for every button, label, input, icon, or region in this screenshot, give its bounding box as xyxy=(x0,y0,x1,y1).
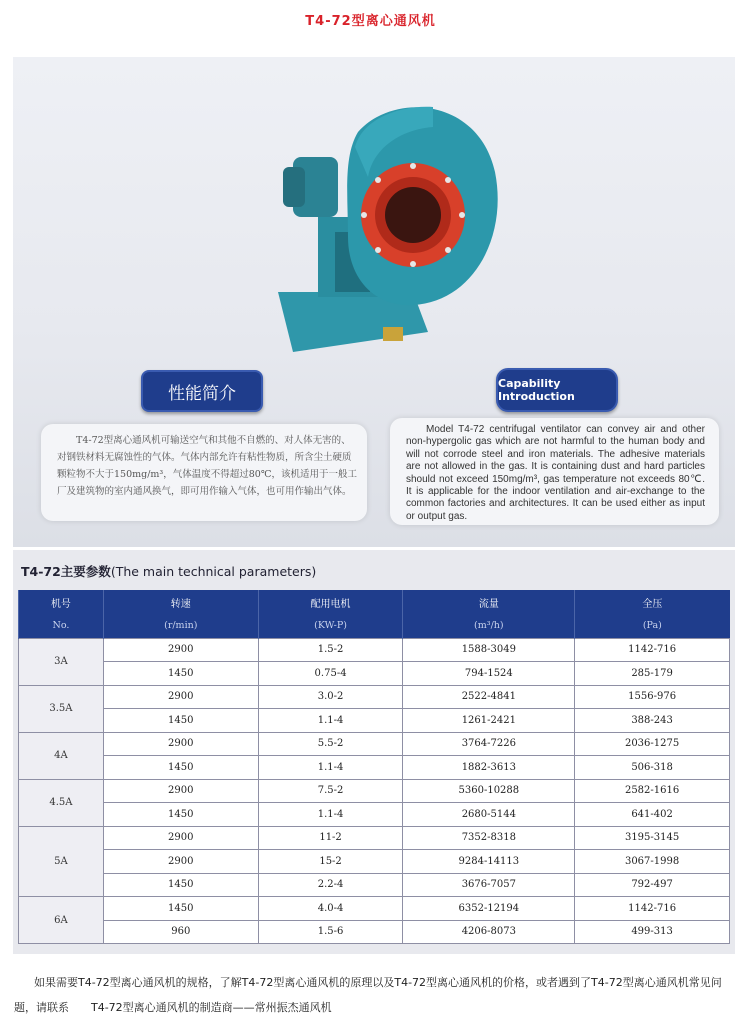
table-cell: 1450 xyxy=(103,756,258,780)
model-cell: 6A xyxy=(19,897,104,944)
table-row xyxy=(19,803,730,827)
table-cell: 499-313 xyxy=(575,920,730,944)
contact-paragraph: 如果需要T4-72型离心通风机的规格，了解T4-72型离心通风机的原理以及T4-72型离心通风机的价格，或者遇到了T4-72型离心通风机常见问题，请联系 T4-72型离心通风机的制造商——常州振杰通风机 xyxy=(14,976,722,1014)
table-cell: 1450 xyxy=(103,709,258,733)
model-cell: 4.5A xyxy=(19,779,104,826)
parameters-table xyxy=(18,590,730,944)
header-cell: 转速 xyxy=(103,590,258,614)
table-row xyxy=(19,850,730,874)
table-cell: 2900 xyxy=(103,638,258,662)
table-cell: 1142-716 xyxy=(575,897,730,921)
table-cell: 792-497 xyxy=(575,873,730,897)
table-cell: 1.1-4 xyxy=(258,709,403,733)
table-cell: 1450 xyxy=(103,662,258,686)
table-row xyxy=(19,779,730,803)
table-cell: 2680-5144 xyxy=(403,803,575,827)
table-cell: 6352-12194 xyxy=(403,897,575,921)
table-cell: 5.5-2 xyxy=(258,732,403,756)
table-cell: 3.0-2 xyxy=(258,685,403,709)
table-row xyxy=(19,709,730,733)
table-cell: 2900 xyxy=(103,685,258,709)
table-cell: 1.1-4 xyxy=(258,756,403,780)
table-cell: 1.5-6 xyxy=(258,920,403,944)
parameters-heading xyxy=(21,562,316,580)
table-cell: 15-2 xyxy=(258,850,403,874)
header-cell: 全压 xyxy=(575,590,730,614)
table-cell: 2522-4841 xyxy=(403,685,575,709)
table-cell: 2582-1616 xyxy=(575,779,730,803)
table-row xyxy=(19,826,730,850)
unit-cell: (m³/h) xyxy=(403,614,575,638)
table-cell: 4.0-4 xyxy=(258,897,403,921)
table-cell: 2900 xyxy=(103,850,258,874)
table-cell: 1.5-2 xyxy=(258,638,403,662)
table-cell: 0.75-4 xyxy=(258,662,403,686)
table-row xyxy=(19,685,730,709)
table-cell: 2900 xyxy=(103,779,258,803)
table-cell: 2900 xyxy=(103,826,258,850)
header-cell: 流量 xyxy=(403,590,575,614)
header-row xyxy=(19,590,730,614)
table-cell: 1588-3049 xyxy=(403,638,575,662)
table-row xyxy=(19,732,730,756)
intro-panel xyxy=(13,57,735,547)
table-cell: 11-2 xyxy=(258,826,403,850)
table-cell: 1882-3613 xyxy=(403,756,575,780)
table-cell: 3676-7057 xyxy=(403,873,575,897)
parameters-heading-en: (The main technical parameters) xyxy=(110,564,317,579)
table-row xyxy=(19,873,730,897)
table-row xyxy=(19,638,730,662)
table-row xyxy=(19,897,730,921)
table-cell: 960 xyxy=(103,920,258,944)
table-cell: 1450 xyxy=(103,873,258,897)
parameters-heading-cn: T4-72主要参数 xyxy=(21,564,111,579)
table-cell: 2.2-4 xyxy=(258,873,403,897)
model-cell: 3.5A xyxy=(19,685,104,732)
header-cell: 机号 xyxy=(19,590,104,614)
unit-row xyxy=(19,614,730,638)
capability-badge-cn: 性能简介 xyxy=(141,370,263,412)
unit-cell: (KW-P) xyxy=(258,614,403,638)
table-cell: 641-402 xyxy=(575,803,730,827)
table-cell: 1.1-4 xyxy=(258,803,403,827)
table-cell: 388-243 xyxy=(575,709,730,733)
table-cell: 9284-14113 xyxy=(403,850,575,874)
table-cell: 7352-8318 xyxy=(403,826,575,850)
model-cell: 4A xyxy=(19,732,104,779)
table-row xyxy=(19,920,730,944)
unit-cell: No. xyxy=(19,614,104,638)
table-cell: 4206-8073 xyxy=(403,920,575,944)
table-cell: 794-1524 xyxy=(403,662,575,686)
table-cell: 1450 xyxy=(103,897,258,921)
description-en: Model T4-72 centrifugal ventilator can convey air and other non-hypergolic gas which are not harmful to the human body and will not corrode steel and iron materials. The adhesive materials are not allowed in the gas. It is containing dust and hard particles should not exceed 150mg/m³, gas temperature not exceeds 80℃. It is applicable for the indoor ventilation and air-exchange to the common factories and architectures. It can be used either as input or output gas. xyxy=(390,418,719,525)
table-cell: 3764-7226 xyxy=(403,732,575,756)
fan-image xyxy=(263,87,513,367)
table-cell: 3067-1998 xyxy=(575,850,730,874)
table-cell: 3195-3145 xyxy=(575,826,730,850)
unit-cell: (r/min) xyxy=(103,614,258,638)
table-row xyxy=(19,756,730,780)
capability-badge-en: Capability Introduction xyxy=(496,368,618,412)
table-cell: 1450 xyxy=(103,803,258,827)
table-cell: 2036-1275 xyxy=(575,732,730,756)
table-cell: 5360-10288 xyxy=(403,779,575,803)
table-row xyxy=(19,662,730,686)
table-cell: 7.5-2 xyxy=(258,779,403,803)
table-cell: 1142-716 xyxy=(575,638,730,662)
table-cell: 285-179 xyxy=(575,662,730,686)
table-cell: 1261-2421 xyxy=(403,709,575,733)
header-cell: 配用电机 xyxy=(258,590,403,614)
description-cn: T4-72型离心通风机可输送空气和其他不自燃的、对人体无害的、对钢铁材料无腐蚀性的气体。气体内部允许有粘性物质，所含尘土硬质颗粒物不大于150mg/m³，气体温度不得超过80℃，该机适用于一般工厂及建筑物的室内通风换气，即可用作输入气体，也可用作输出气体。 xyxy=(41,424,367,521)
table-cell: 1556-976 xyxy=(575,685,730,709)
page-title: T4-72型离心通风机 xyxy=(305,14,436,29)
model-cell: 5A xyxy=(19,826,104,897)
parameters-panel xyxy=(13,550,735,954)
model-cell: 3A xyxy=(19,638,104,685)
table-cell: 506-318 xyxy=(575,756,730,780)
table-cell: 2900 xyxy=(103,732,258,756)
unit-cell: (Pa) xyxy=(575,614,730,638)
